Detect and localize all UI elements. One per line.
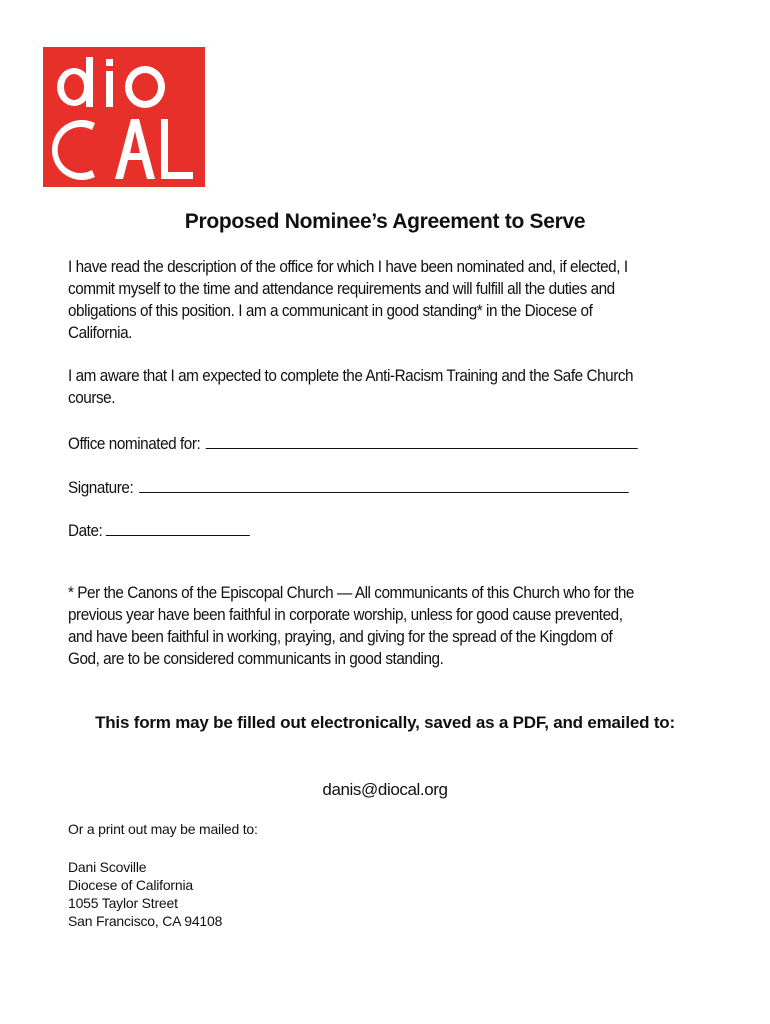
mailing-address <box>68 858 222 930</box>
address-name: Dani Scoville <box>68 859 147 875</box>
contact-email[interactable]: danis@diocal.org <box>322 780 448 799</box>
mail-note: Or a print out may be mailed to: <box>68 821 258 837</box>
document-title: Proposed Nominee’s Agreement to Serve <box>184 210 586 233</box>
address-organization: Diocese of California <box>68 877 193 893</box>
address-city-state-zip: San Francisco, CA 94108 <box>68 913 223 929</box>
signature-input-line[interactable] <box>139 474 629 493</box>
training-paragraph: I am aware that I am expected to complete the Anti-Racism Training and the Safe Church course. <box>68 366 634 407</box>
office-label: Office nominated for: <box>68 434 201 453</box>
signature-field-row <box>68 474 628 499</box>
date-input-line[interactable] <box>106 517 250 536</box>
electronic-submission-note: This form may be filled out electronically, saved as a PDF, and emailed to: <box>95 713 675 732</box>
address-street: 1055 Taylor Street <box>68 895 178 911</box>
signature-label: Signature: <box>68 478 134 497</box>
office-input-line[interactable] <box>206 430 638 449</box>
office-field-row <box>68 430 638 455</box>
diocal-logo <box>43 47 205 187</box>
intro-paragraph: I have read the description of the office for which I have been nominated and, if elected, I commit myself to the time and attendance requirements and will fulfill all the duties and obligations of this position. I am a communicant in good standing* in the Diocese of California. <box>68 257 628 342</box>
canons-footnote: * Per the Canons of the Episcopal Church — All communicants of this Church who for the previous year have been faithful in corporate worship, unless for good cause prevented, and have been faithful in working, praying, and giving for the spread of the Kingdom of God, are to be considered communicants in good standing. <box>68 583 634 668</box>
date-field-row <box>68 517 250 542</box>
date-label: Date: <box>68 521 103 540</box>
